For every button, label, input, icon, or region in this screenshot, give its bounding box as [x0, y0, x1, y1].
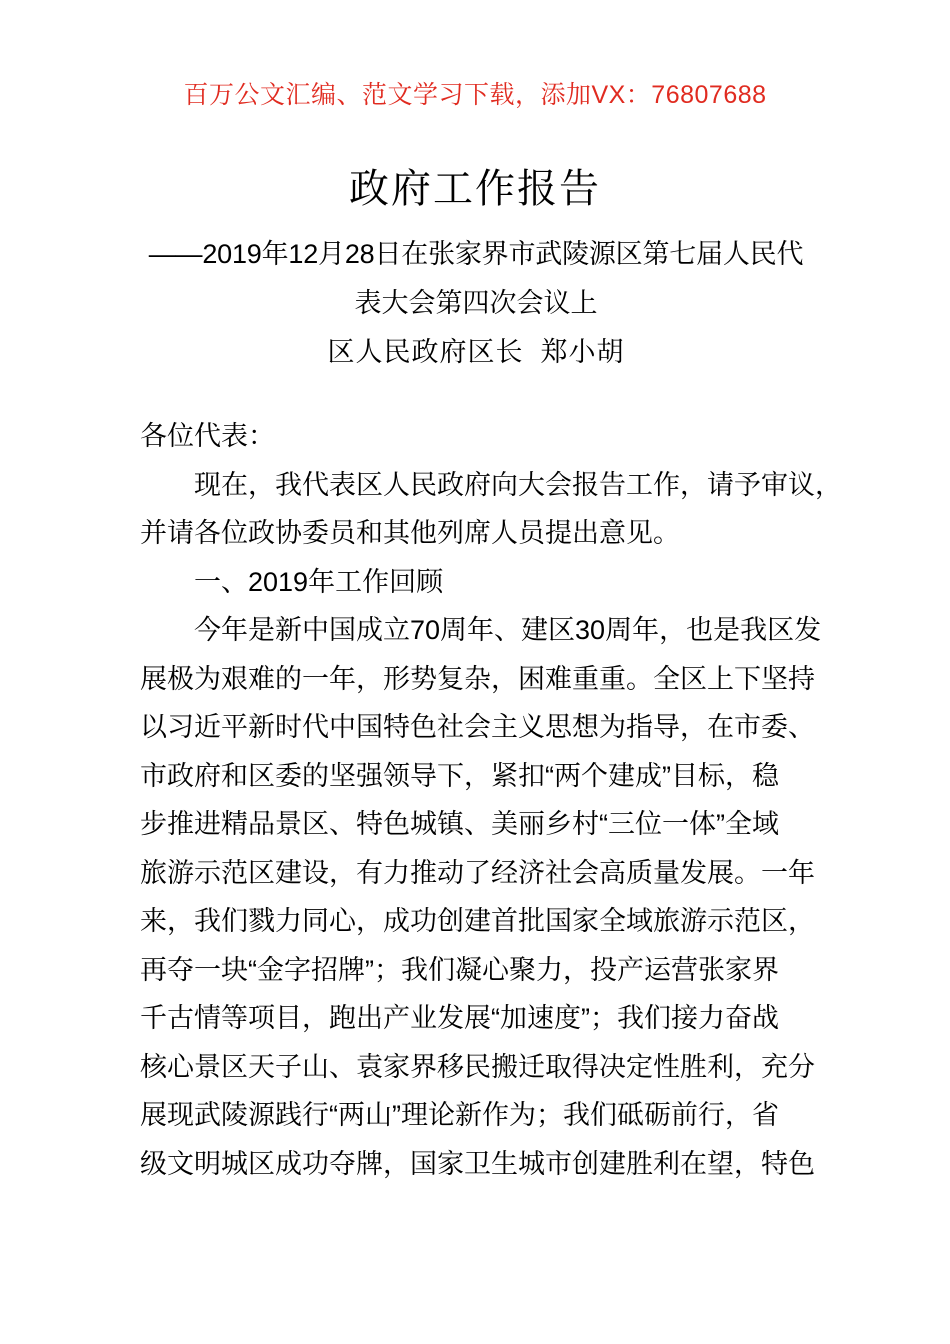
section-heading-1	[140, 558, 812, 607]
section-heading-1-text: 一、2019年工作回顾	[194, 566, 444, 597]
document-subtitle-line-1: ——2019年12月28日在张家界市武陵源区第七届人民代	[148, 239, 804, 269]
paragraph-2019-review-line-9: 千古情等项目，跑出产业发展“加速度”；我们接力奋战	[140, 1003, 779, 1033]
paragraph-2019-review-line-8: 再夺一块“金字招牌”；我们凝心聚力，投产运营张家界	[140, 954, 779, 985]
paragraph-2019-review-line-10: 核心景区天子山、袁家界移民搬迁取得决定性胜利，充分	[140, 1051, 815, 1082]
document-title: 政府工作报告	[349, 167, 601, 211]
document-author-line: 区人民政府区长 郑小胡	[327, 337, 625, 367]
paragraph-2019-review-line-11: 展现武陵源践行“两山”理论新作为；我们砥砺前行，省	[140, 1100, 779, 1130]
promo-banner-text: 百万公文汇编、范文学习下载，添加VX：76807688	[183, 81, 767, 109]
paragraph-2019-review-line-2: 展极为艰难的一年，形势复杂，困难重重。全区上下坚持	[140, 663, 815, 694]
paragraph-2019-review	[140, 606, 822, 1188]
salutation-line: 各位代表：	[140, 421, 275, 451]
paragraph-opening-line-1: 现在，我代表区人民政府向大会报告工作，请予审议，	[194, 469, 842, 500]
paragraph-2019-review-line-5: 步推进精品景区、特色城镇、美丽乡村“三位一体”全域	[140, 809, 779, 839]
paragraph-2019-review-line-3: 以习近平新时代中国特色社会主义思想为指导，在市委、	[140, 712, 815, 742]
paragraph-opening	[140, 461, 842, 558]
paragraph-2019-review-line-12: 级文明城区成功夺牌，国家卫生城市创建胜利在望，特色	[140, 1148, 815, 1179]
paragraph-2019-review-line-7: 来，我们戮力同心，成功创建首批国家全域旅游示范区，	[140, 906, 815, 936]
document-body	[140, 412, 842, 1188]
document-subtitle-line-2: 表大会第四次会议上	[354, 288, 598, 318]
document-subtitle-block	[140, 230, 812, 377]
paragraph-2019-review-line-1: 今年是新中国成立70周年、建区30周年，也是我区发	[194, 615, 822, 645]
paragraph-2019-review-line-4: 市政府和区委的坚强领导下，紧扣“两个建成”目标，稳	[140, 760, 779, 791]
paragraph-2019-review-line-6: 旅游示范区建设，有力推动了经济社会高质量发展。一年	[140, 857, 815, 888]
paragraph-salutation	[140, 412, 812, 461]
paragraph-opening-line-2: 并请各位政协委员和其他列席人员提出意见。	[140, 518, 680, 548]
